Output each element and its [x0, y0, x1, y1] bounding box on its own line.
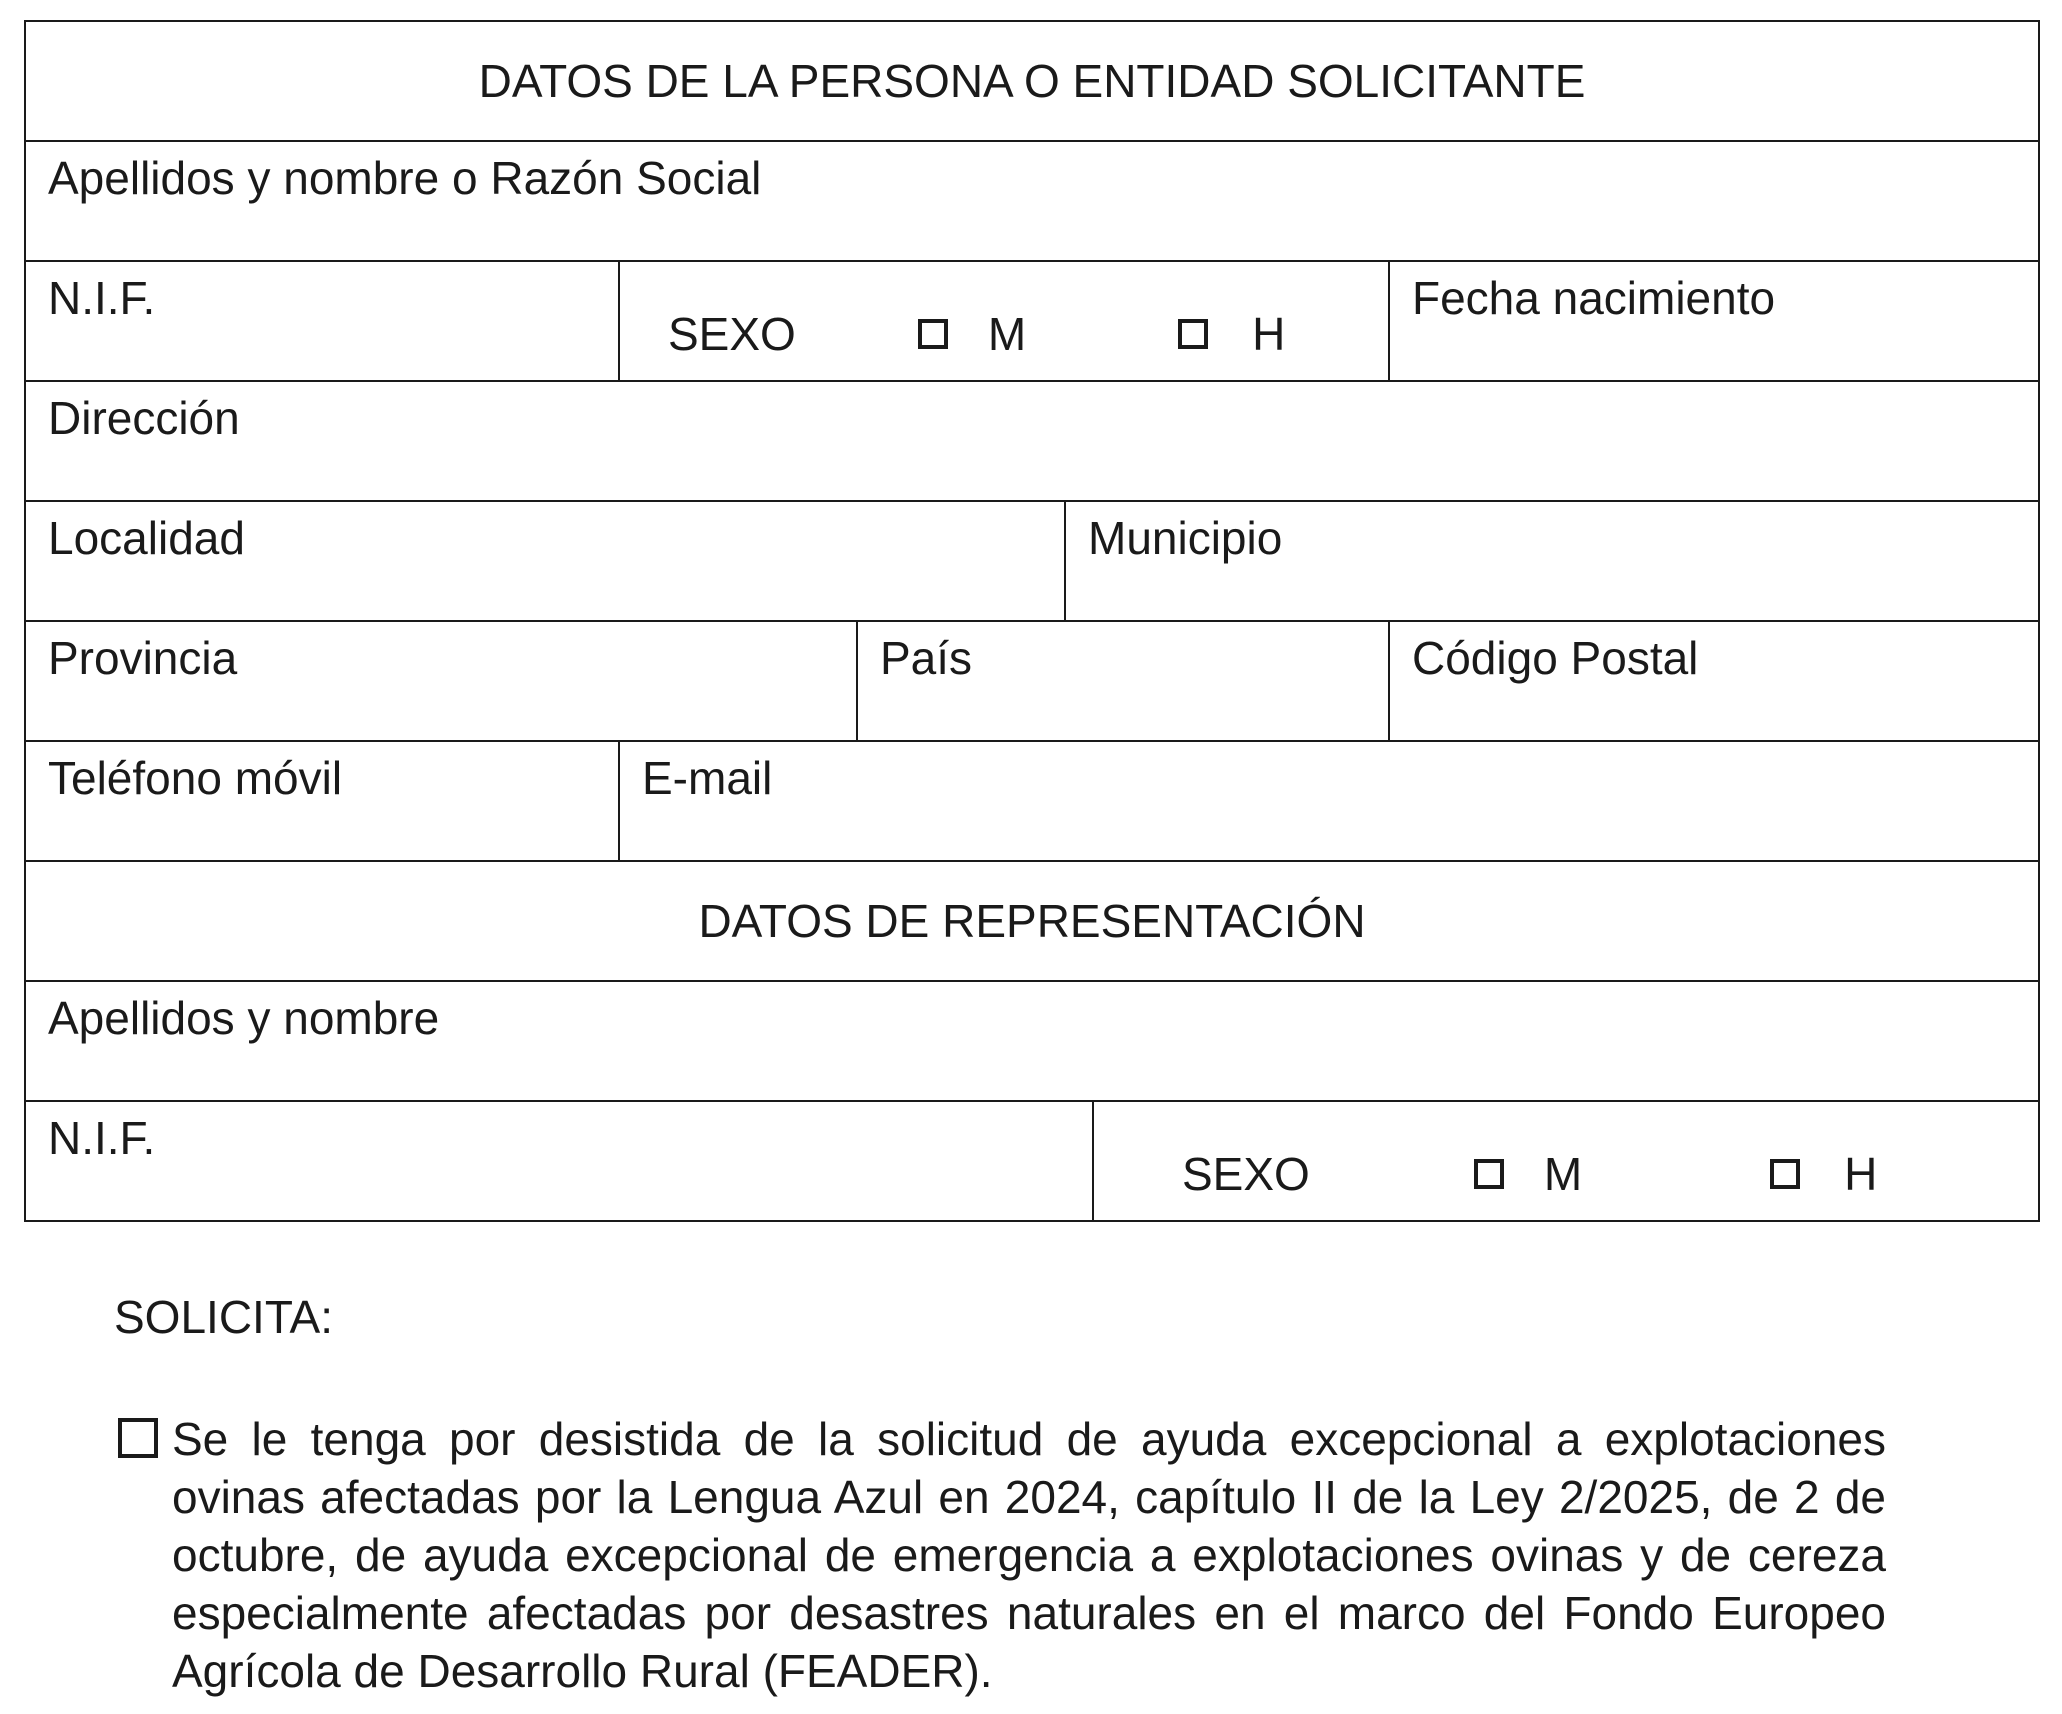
rep-sexo-m-checkbox[interactable] [1474, 1159, 1504, 1189]
province-field[interactable] [26, 622, 856, 740]
sexo-m-checkbox[interactable] [918, 319, 948, 349]
address-label: Dirección [48, 392, 240, 444]
nif-label: N.I.F. [48, 272, 156, 324]
rep-name-field[interactable] [26, 982, 2038, 1100]
sexo-h-label: H [1252, 307, 1286, 360]
mobile-field[interactable] [26, 742, 618, 860]
mobile-label: Teléfono móvil [48, 752, 343, 804]
country-label: País [880, 632, 973, 684]
rep-nif-row [24, 1100, 2040, 1222]
address-row [24, 380, 2040, 500]
nif-row [24, 260, 2040, 380]
locality-field[interactable] [26, 502, 1064, 620]
withdrawal-option-text: Se le tenga por desistida de la solicitud de ayuda excepcional a explotaciones ovinas afectadas por la Lengua Azul en 2024, capítulo II de la Ley 2/2025, de 2 de octubre, de ayuda excepcional de emergencia a explotaciones ovinas y de cereza especialmente afectadas por desastres naturales en el marco del Fondo Europeo Agrícola de Desarrollo Rural (FEADER). [172, 1413, 1886, 1697]
rep-name-row [24, 980, 2040, 1100]
postal-code-label: Código Postal [1412, 632, 1699, 684]
address-field[interactable] [26, 382, 2038, 500]
rep-name-label: Apellidos y nombre [48, 992, 440, 1044]
rep-sexo-m-label: M [1543, 1147, 1583, 1200]
representation-section-header [24, 860, 2040, 980]
rep-sexo-h-label: H [1844, 1147, 1878, 1200]
applicant-section-title: DATOS DE LA PERSONA O ENTIDAD SOLICITANTE [478, 54, 1586, 107]
name-row [24, 140, 2040, 260]
country-field[interactable] [856, 622, 1388, 740]
name-label: Apellidos y nombre o Razón Social [48, 152, 762, 204]
postal-code-field[interactable] [1388, 622, 2038, 740]
sexo-label: SEXO [668, 307, 796, 360]
birth-date-field[interactable] [1388, 262, 2038, 380]
municipality-label: Municipio [1088, 512, 1283, 564]
birth-date-label: Fecha nacimiento [1412, 272, 1776, 324]
municipality-field[interactable] [1064, 502, 2038, 620]
rep-sexo-h-checkbox[interactable] [1770, 1159, 1800, 1189]
representation-section-title: DATOS DE REPRESENTACIÓN [698, 894, 1366, 947]
locality-row [24, 500, 2040, 620]
sexo-m-label: M [987, 307, 1027, 360]
sexo-h-checkbox[interactable] [1178, 319, 1208, 349]
withdrawal-option [118, 1410, 1898, 1700]
contact-row [24, 740, 2040, 860]
email-field[interactable] [618, 742, 2038, 860]
name-field[interactable] [26, 142, 2038, 260]
applicant-section-header [24, 20, 2040, 140]
withdrawal-checkbox[interactable] [118, 1418, 158, 1458]
province-label: Provincia [48, 632, 238, 684]
province-row [24, 620, 2040, 740]
rep-sexo-label: SEXO [1182, 1147, 1310, 1200]
rep-sexo-group [1092, 1102, 2038, 1220]
email-label: E-mail [642, 752, 773, 804]
nif-field[interactable] [26, 262, 618, 380]
applicant-form [24, 20, 2040, 1222]
sexo-group [618, 262, 1388, 380]
rep-nif-field[interactable] [26, 1102, 1092, 1220]
rep-nif-label: N.I.F. [48, 1112, 156, 1164]
solicita-heading: SOLICITA: [114, 1291, 333, 1343]
locality-label: Localidad [48, 512, 245, 564]
